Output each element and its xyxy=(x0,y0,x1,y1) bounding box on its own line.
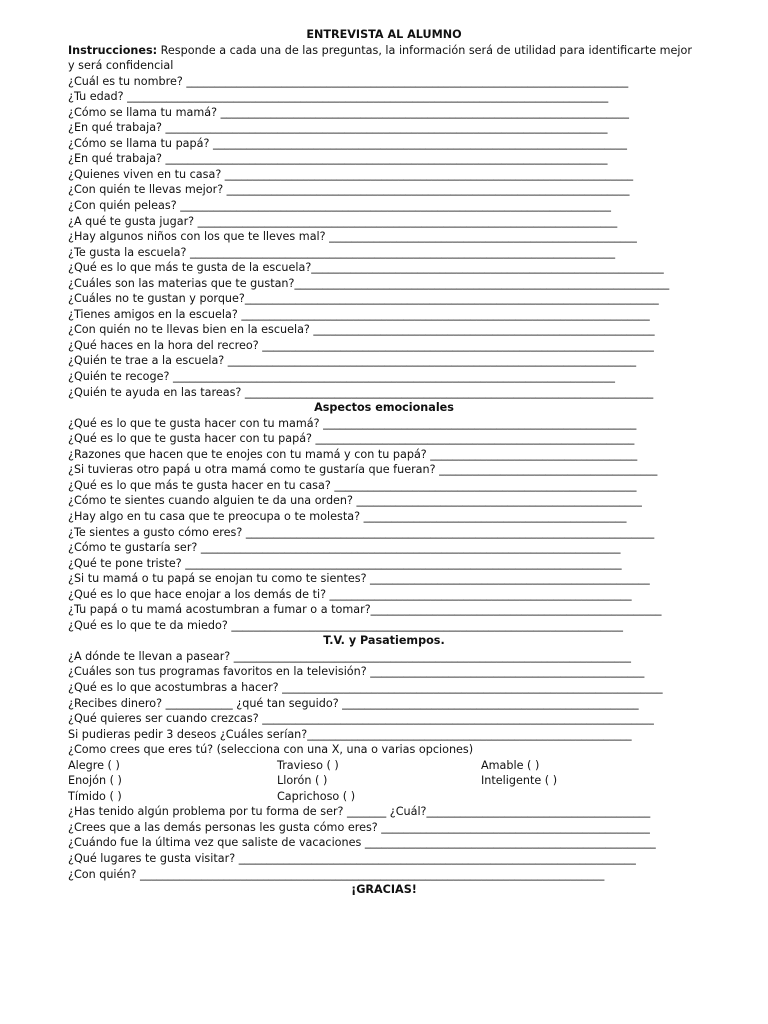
section-general xyxy=(68,74,700,400)
question-line[interactable]: ¿Te sientes a gusto cómo eres? _________________________________________________________________________ xyxy=(68,525,655,539)
question-line[interactable]: ¿Como crees que eres tú? (selecciona con una X, una o varias opciones) xyxy=(68,743,474,757)
question-line[interactable]: ¿Tu papá o tu mamá acostumbran a fumar o a tomar?____________________________________________________ xyxy=(68,603,662,617)
option-checkbox[interactable]: Tímido ( ) xyxy=(68,789,122,803)
section-emotional xyxy=(68,416,700,634)
question-line[interactable]: ¿Con quién te llevas mejor? ________________________________________________________________________ xyxy=(68,183,630,197)
question-line[interactable]: ¿Quién te recoge? _______________________________________________________________________________ xyxy=(68,370,615,384)
question-line[interactable]: ¿Cómo te gustaría ser? ___________________________________________________________________________ xyxy=(68,541,621,555)
question-line[interactable]: ¿Qué es lo que te da miedo? ______________________________________________________________________ xyxy=(68,618,623,632)
question-line[interactable]: ¿En qué trabaja? _______________________________________________________________________________ xyxy=(68,152,608,166)
instructions-text: Responde a cada una de las preguntas, la información será de utilidad para identificarte mejor y será confidencial xyxy=(68,43,692,73)
question-line[interactable]: ¿Con quién peleas? _____________________________________________________________________________ xyxy=(68,199,611,213)
question-line[interactable]: ¿Cuáles son las materias que te gustan?___________________________________________________________________ xyxy=(68,276,670,290)
question-line[interactable]: ¿Cuáles son tus programas favoritos en la televisión? _________________________________________________ xyxy=(68,665,645,679)
question-line[interactable]: ¿Razones que hacen que te enojes con tu mamá y con tu papá? _____________________________________ xyxy=(68,447,638,461)
instructions xyxy=(68,43,700,74)
question-line[interactable]: ¿Qué haces en la hora del recreo? ______________________________________________________________________ xyxy=(68,338,654,352)
option-row xyxy=(68,789,700,805)
question-line[interactable]: ¿Cuándo fue la última vez que saliste de vacaciones ____________________________________________________ xyxy=(68,836,656,850)
question-line[interactable]: ¿Quienes viven en tu casa? _________________________________________________________________________ xyxy=(68,167,634,181)
question-line[interactable]: ¿Con quién no te llevas bien en la escuela? _____________________________________________________________ xyxy=(68,323,655,337)
option-checkbox[interactable]: Alegre ( ) xyxy=(68,758,120,772)
question-line[interactable]: ¿Qué quieres ser cuando crezcas? ______________________________________________________________________ xyxy=(68,712,654,726)
question-line[interactable]: ¿Qué es lo que hace enojar a los demás de ti? ______________________________________________________ xyxy=(68,587,632,601)
question-line[interactable]: ¿Si tu mamá o tu papá se enojan tu como te sientes? __________________________________________________ xyxy=(68,572,650,586)
option-checkbox[interactable]: Enojón ( ) xyxy=(68,774,122,788)
question-line[interactable]: ¿Qué es lo que te gusta hacer con tu papá? _________________________________________________________ xyxy=(68,432,635,446)
question-line[interactable]: ¿Has tenido algún problema por tu forma de ser? _______ ¿Cuál?________________________________________ xyxy=(68,805,651,819)
question-line[interactable]: ¿A qué te gusta jugar? ___________________________________________________________________________ xyxy=(68,214,618,228)
question-line[interactable]: ¿Tu edad? ______________________________________________________________________________________ xyxy=(68,90,609,104)
question-line[interactable]: ¿Tienes amigos en la escuela? _________________________________________________________________________ xyxy=(68,307,650,321)
question-line[interactable]: ¿Crees que a las demás personas les gusta cómo eres? ________________________________________________ xyxy=(68,820,650,834)
question-line[interactable]: ¿Qué es lo que te gusta hacer con tu mamá? ________________________________________________________ xyxy=(68,416,637,430)
question-line[interactable]: ¿Qué te pone triste? ______________________________________________________________________________ xyxy=(68,556,622,570)
section-title-emotional: Aspectos emocionales xyxy=(314,401,454,415)
option-checkbox[interactable]: Amable ( ) xyxy=(481,758,540,772)
question-line[interactable]: ¿Qué es lo que más te gusta de la escuela?_______________________________________________________________ xyxy=(68,261,664,275)
option-checkbox[interactable]: Inteligente ( ) xyxy=(481,774,558,788)
question-line[interactable]: ¿A dónde te llevan a pasear? _______________________________________________________________________ xyxy=(68,649,631,663)
option-checkbox[interactable]: Travieso ( ) xyxy=(277,758,339,772)
personality-options xyxy=(68,758,700,805)
thanks: ¡GRACIAS! xyxy=(351,883,417,897)
question-line[interactable]: ¿En qué trabaja? _______________________________________________________________________________ xyxy=(68,121,608,135)
question-line[interactable]: ¿Qué lugares te gusta visitar? _______________________________________________________________________ xyxy=(68,851,636,865)
question-line[interactable]: ¿Qué es lo que más te gusta hacer en tu casa? ______________________________________________________ xyxy=(68,478,637,492)
question-line[interactable]: ¿Qué es lo que acostumbras a hacer? ____________________________________________________________________ xyxy=(68,680,663,694)
question-line[interactable]: ¿Hay algunos niños con los que te lleves mal? _______________________________________________________ xyxy=(68,230,637,244)
question-line[interactable]: ¿Cómo te sientes cuando alguien te da una orden? ___________________________________________________ xyxy=(68,494,642,508)
section-tv xyxy=(68,649,700,758)
question-line[interactable]: ¿Cuáles no te gustan y porque?__________________________________________________________________________ xyxy=(68,292,659,306)
interview-form xyxy=(68,27,700,898)
question-line[interactable]: ¿Cuál es tu nombre? _______________________________________________________________________________ xyxy=(68,74,629,88)
option-checkbox[interactable]: Llorón ( ) xyxy=(277,774,328,788)
option-row xyxy=(68,773,700,789)
question-line[interactable]: ¿Cómo se llama tu papá? __________________________________________________________________________ xyxy=(68,136,627,150)
question-line[interactable]: ¿Te gusta la escuela? ____________________________________________________________________________ xyxy=(68,245,616,259)
question-line[interactable]: ¿Si tuvieras otro papá u otra mamá como te gustaría que fueran? _______________________________________ xyxy=(68,463,658,477)
question-line[interactable]: Si pudieras pedir 3 deseos ¿Cuáles serían?__________________________________________________________ xyxy=(68,727,632,741)
instructions-label: Instrucciones: xyxy=(68,43,158,57)
option-checkbox[interactable]: Caprichoso ( ) xyxy=(277,789,356,803)
question-line[interactable]: ¿Cómo se llama tu mamá? _________________________________________________________________________ xyxy=(68,105,629,119)
question-line[interactable]: ¿Quién te trae a la escuela? _________________________________________________________________________ xyxy=(68,354,637,368)
question-line[interactable]: ¿Recibes dinero? ____________ ¿qué tan seguido? _____________________________________________________ xyxy=(68,696,639,710)
form-title: ENTREVISTA AL ALUMNO xyxy=(306,28,462,41)
section-title-tv: T.V. y Pasatiempos. xyxy=(323,634,445,648)
question-line[interactable]: ¿Hay algo en tu casa que te preocupa o te molesta? _______________________________________________ xyxy=(68,509,627,523)
option-row xyxy=(68,758,700,774)
question-line[interactable]: ¿Quién te ayuda en las tareas? _________________________________________________________________________ xyxy=(68,385,654,399)
question-line[interactable]: ¿Con quién? ___________________________________________________________________________________ xyxy=(68,867,605,881)
section-tv-tail xyxy=(68,804,700,882)
